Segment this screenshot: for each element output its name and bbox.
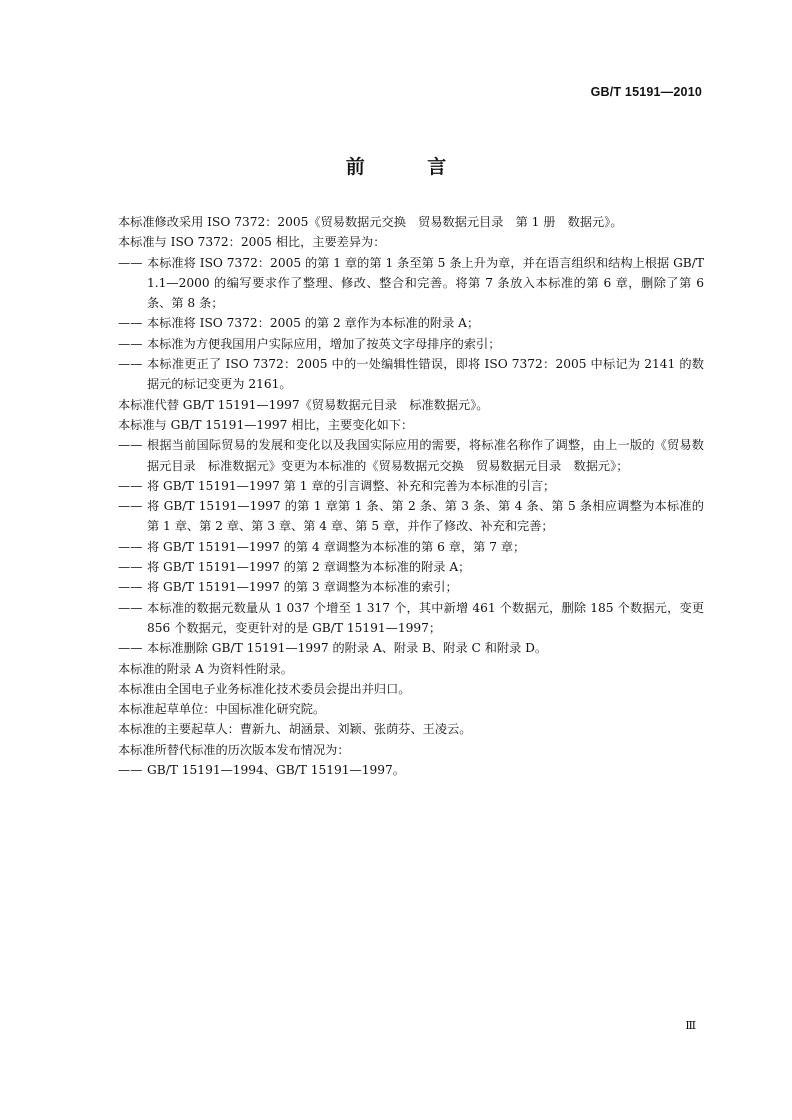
list-dash: ——: [118, 560, 143, 575]
list-item-text: 将 GB/T 15191—1997 的第 4 章调整为本标准的第 6 章，第 7 章；: [147, 539, 526, 554]
list-item-text: 本标准更正了 ISO 7372：2005 中的一处编辑性错误，即将 ISO 7372：2005 中标记为 2141 的数据元的标记变更为 2161。: [147, 357, 704, 392]
paragraph: 本标准与 ISO 7372：2005 相比，主要差异为：: [118, 235, 386, 250]
paragraph: 本标准修改采用 ISO 7372：2005《贸易数据元交换 贸易数据元目录 第 1 册 数据元》。: [118, 215, 623, 229]
list-dash: ——: [118, 316, 143, 331]
list-item-text: 将 GB/T 15191—1997 的第 2 章调整为本标准的附录 A；: [147, 560, 471, 575]
page-number: Ⅲ: [685, 1019, 696, 1032]
list-item-text: 本标准将 ISO 7372：2005 的第 2 章作为本标准的附录 A；: [147, 316, 480, 331]
list-item-text: 将 GB/T 15191—1997 的第 3 章调整为本标准的索引；: [147, 580, 458, 595]
list-dash: ——: [118, 478, 143, 493]
list-item-text: GB/T 15191—1994、GB/T 15191—1997。: [147, 763, 405, 778]
list-item: [118, 253, 704, 314]
paragraph: 本标准所替代标准的历次版本发布情况为：: [118, 742, 350, 757]
list-item: [118, 638, 704, 658]
list-item-text: 本标准为方便我国用户实际应用，增加了按英文字母排序的索引；: [147, 336, 501, 351]
list-item: [118, 496, 704, 537]
list-dash: ——: [118, 539, 143, 554]
list-item: [118, 537, 704, 557]
list-item: [118, 760, 704, 780]
paragraph: 本标准与 GB/T 15191—1997 相比，主要变化如下：: [118, 417, 414, 432]
foreword-body: [118, 212, 704, 780]
list-item: [118, 598, 704, 639]
list-dash: ——: [118, 763, 143, 778]
paragraph: 本标准代替 GB/T 15191—1997《贸易数据元目录 标准数据元》。: [118, 397, 489, 412]
list-item: [118, 577, 704, 597]
list-item: [118, 354, 704, 395]
paragraph: 本标准由全国电子业务标准化技术委员会提出并归口。: [118, 681, 411, 696]
list-dash: ——: [118, 600, 143, 615]
list-dash: ——: [118, 641, 143, 656]
list-item-text: 本标准将 ISO 7372：2005 的第 1 章的第 1 条至第 5 条上升为章，并在语言组织和结构上根据 GB/T 1.1—2000 的编写要求作了整理、修改、整合和完善。将第 7 条放入本标准的第 6 章，删除了第 6 条、第 8 条；: [147, 255, 704, 311]
list-item: [118, 334, 704, 354]
paragraph: 本标准起草单位：中国标准化研究院。: [118, 702, 326, 717]
list-item: [118, 557, 704, 577]
list-dash: ——: [118, 357, 143, 372]
standard-code: GB/T 15191—2010: [590, 85, 702, 99]
list-dash: ——: [118, 499, 143, 514]
paragraph: 本标准的主要起草人：曹新九、胡涵景、刘颖、张荫芬、王凌云。: [118, 722, 472, 737]
list-dash: ——: [118, 255, 143, 270]
list-item-text: 将 GB/T 15191—1997 的第 1 章第 1 条、第 2 条、第 3 条、第 4 条、第 5 条相应调整为本标准的第 1 章、第 2 章、第 3 章、第 4 章、第 5 章，并作了修改、补充和完善；: [147, 499, 704, 534]
list-item-text: 根据当前国际贸易的发展和变化以及我国实际应用的需要，将标准名称作了调整，由上一版的《贸易数据元目录 标准数据元》变更为本标准的《贸易数据元交换 贸易数据元目录 数据元》；: [147, 438, 704, 473]
list-item-text: 本标准删除 GB/T 15191—1997 的附录 A、附录 B、附录 C 和附录 D。: [147, 641, 548, 656]
list-dash: ——: [118, 438, 143, 453]
list-item-text: 将 GB/T 15191—1997 第 1 章的引言调整、补充和完善为本标准的引言；: [147, 478, 556, 493]
list-item: [118, 476, 704, 496]
list-item-text: 本标准的数据元数量从 1 037 个增至 1 317 个，其中新增 461 个数据元，删除 185 个数据元，变更 856 个数据元，变更针对的是 GB/T 15191—1997；: [147, 600, 704, 635]
list-item: [118, 435, 704, 476]
list-dash: ——: [118, 336, 143, 351]
page-title: 前 言: [345, 156, 475, 178]
list-dash: ——: [118, 580, 143, 595]
paragraph: 本标准的附录 A 为资料性附录。: [118, 661, 293, 676]
list-item: [118, 313, 704, 333]
